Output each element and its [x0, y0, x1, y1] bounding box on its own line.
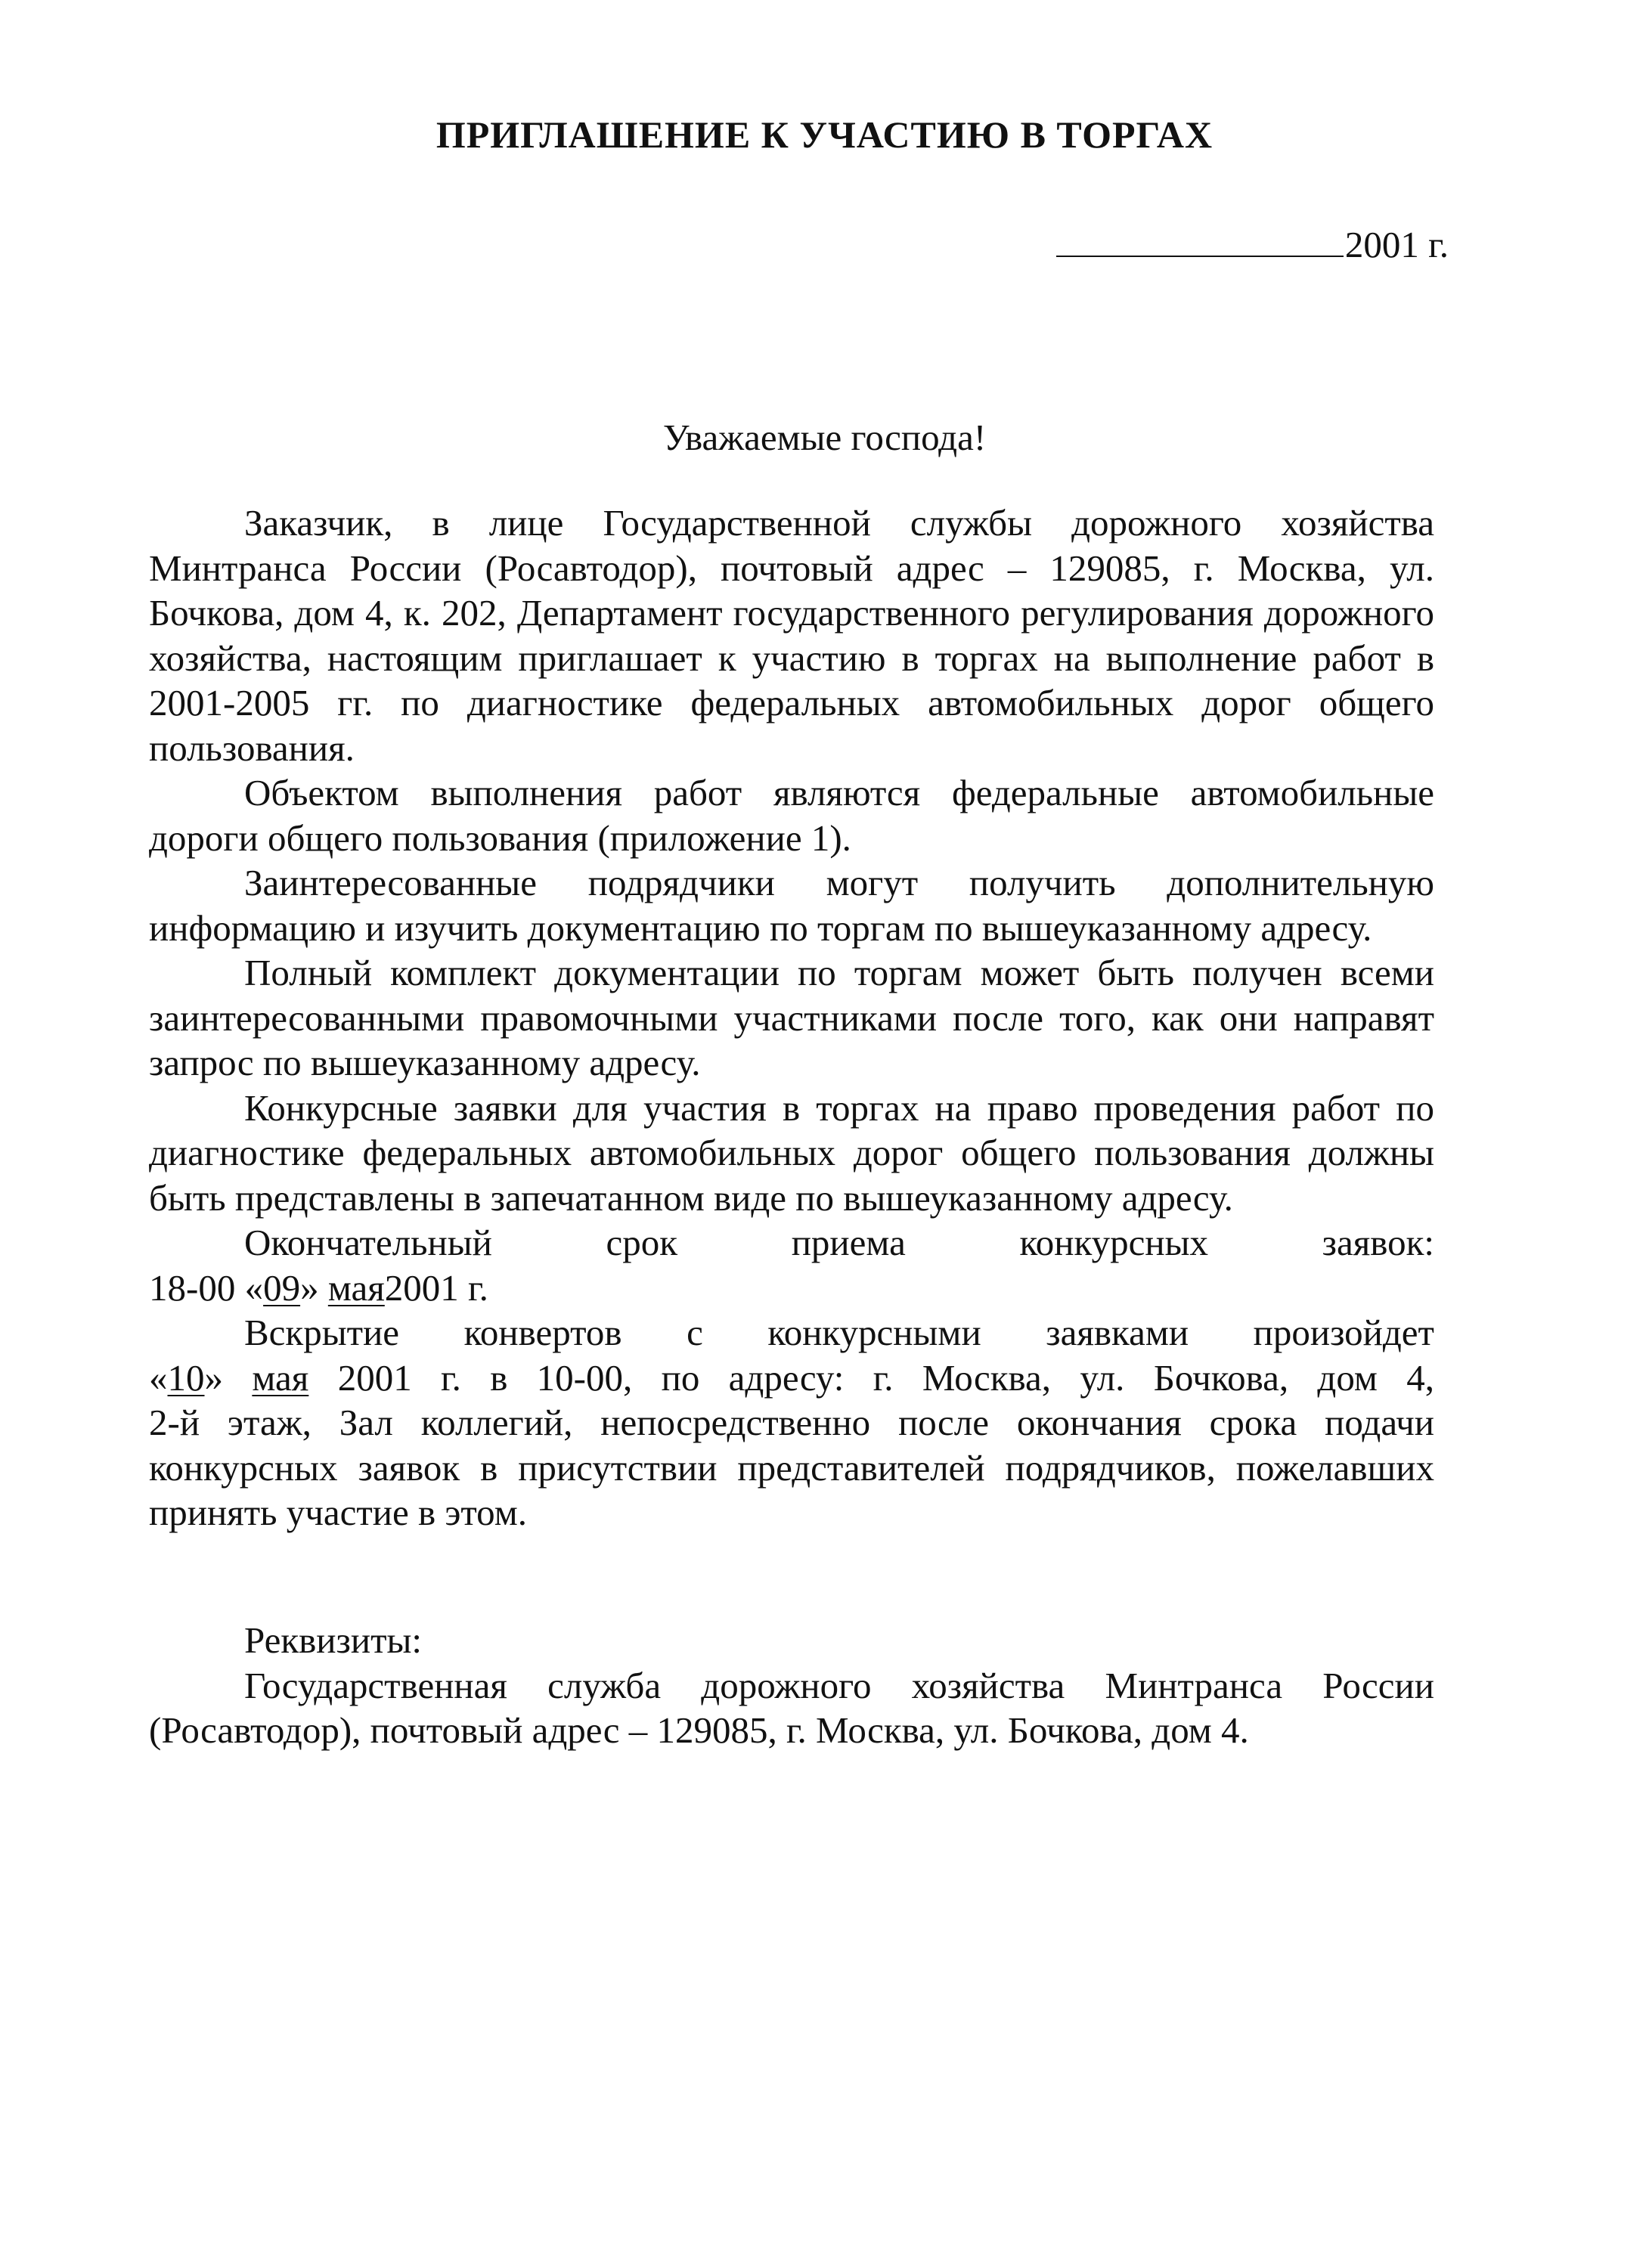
deadline-month: мая: [327, 1266, 385, 1309]
date-line: [1056, 222, 1449, 267]
date-year: 2001 г.: [1344, 224, 1449, 265]
paragraph-documentation: Полный комплект документации по торгам может быть получен всеми заинтересованными правомочными участниками после того, как они направят запрос по вышеуказанному адресу.: [149, 952, 1434, 1083]
opening-line-1: Вскрытие конвертов с конкурсными заявками произойдет: [244, 1312, 1434, 1353]
opening-day: 10: [167, 1356, 205, 1399]
deadline-day: 09: [263, 1266, 301, 1309]
requisites-text: Государственная служба дорожного хозяйства Минтранса России (Росавтодор), почтовый адрес – 129085, г. Москва, ул. Бочкова, дом 4.: [149, 1664, 1434, 1751]
salutation: Уважаемые господа!: [662, 417, 987, 458]
requisites-block: [149, 1618, 1434, 1753]
date-blank-field: [1056, 222, 1344, 257]
invitation-body: [149, 500, 1434, 1535]
opening-date-line: «10» мая 2001 г. в 10-00, по адресу: г. Москва, ул. Бочкова, дом 4,: [149, 1356, 1435, 1399]
paragraph-info: Заинтересованные подрядчики могут получить дополнительную информацию и изучить документацию по торгам по вышеуказанному адресу.: [149, 862, 1434, 949]
document-title: ПРИГЛАШЕНИЕ К УЧАСТИЮ В ТОРГАХ: [435, 113, 1214, 156]
paragraph-customer: Заказчик, в лице Государственной службы дорожного хозяйства Минтранса России (Росавтодор), почтовый адрес – 129085, г. Москва, ул. Бочкова, дом 4, к. 202, Департамент государственного регулирования дорожного хозяйства, настоящим приглашает к участию в торгах на выполнение работ в 2001-2005 гг. по диагностике федеральных автомобильных дорог общего пользования.: [149, 502, 1434, 769]
paragraph-bids: Конкурсные заявки для участия в торгах на право проведения работ по диагностике федеральных автомобильных дорог общего пользования должны быть представлены в запечатанном виде по вышеуказанному адресу.: [149, 1086, 1434, 1219]
deadline-date-line: 18-00 «09» мая2001 г.: [149, 1266, 488, 1309]
deadline-line-1: Окончательный срок приема конкурсных заявок:: [244, 1222, 1434, 1263]
opening-details: 2-й этаж, Зал коллегий, непосредственно после окончания срока подачи конкурсных заявок в присутствии представителей подрядчиков, пожелавших принять участие в этом.: [149, 1402, 1434, 1533]
paragraph-object: Объектом выполнения работ являются федеральные автомобильные дороги общего пользования (приложение 1).: [149, 772, 1434, 859]
requisites-label: Реквизиты:: [244, 1619, 423, 1661]
opening-month: мая: [252, 1356, 309, 1399]
